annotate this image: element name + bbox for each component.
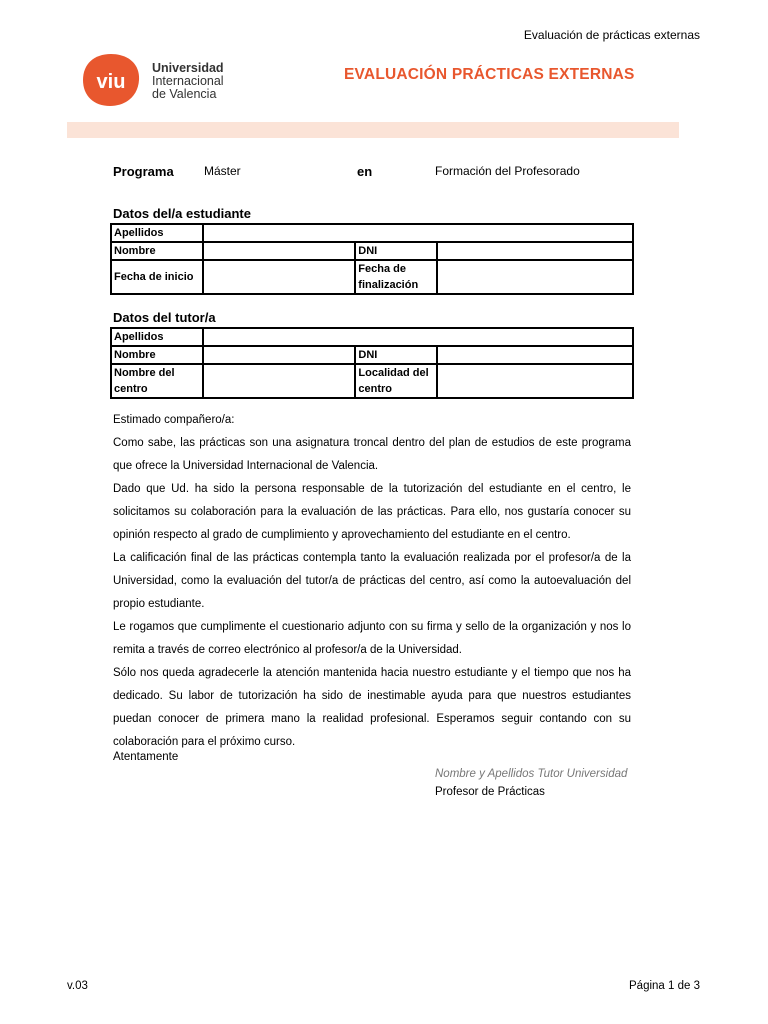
tutor-apellidos-field[interactable] (203, 328, 633, 346)
tutor-dni-field[interactable] (437, 346, 633, 364)
university-name-line2: Internacional (152, 74, 224, 88)
tutor-localidad-label: Localidad del centro (355, 364, 436, 398)
university-name (152, 62, 224, 101)
running-header: Evaluación de prácticas externas (523, 28, 700, 42)
student-apellidos-field[interactable] (203, 224, 633, 242)
student-nombre-label: Nombre (111, 242, 203, 260)
student-dni-field[interactable] (437, 242, 633, 260)
letter-paragraph-1: Como sabe, las prácticas son una asignatura troncal dentro del plan de estudios de este programa que ofrece la Universidad Internacional de Valencia. (113, 437, 631, 472)
letter-paragraph-2: Dado que Ud. ha sido la persona responsable de la tutorización del estudiante en el centro, le solicitamos su colaboración para la evaluación de las prácticas. Para ello, nos gustaría conocer su opinión respecto al grado de cumplimiento y aprovechamiento del estudiante en el centro. (113, 483, 631, 541)
letter-closing: Atentamente (113, 751, 179, 763)
accent-band (67, 122, 679, 138)
viu-logo-mark-icon (80, 52, 142, 108)
signer-name-placeholder: Nombre y Apellidos Tutor Universidad (435, 768, 628, 780)
letter-paragraph-3: La calificación final de las prácticas contempla tanto la evaluación realizada por el profesor/a de la Universidad, como la evaluación del tutor/a de prácticas del centro, así como la autoevaluación del propio estudiante. (113, 552, 631, 610)
tutor-localidad-field[interactable] (437, 364, 633, 398)
logo-mark-text: viu (96, 71, 126, 93)
letter-greeting: Estimado compañero/a: (113, 414, 235, 426)
letter-paragraph-5: Sólo nos queda agradecerle la atención mantenida hacia nuestro estudiante y el tiempo que nos ha dedicado. Su labor de tutorización ha sido de inestimable ayuda para que nuestros estudiantes puedan conocer de primera mano la realidad profesional. Esperamos seguir contando con su colaboración para el próximo curso. (113, 667, 631, 748)
tutor-nombre-field[interactable] (203, 346, 355, 364)
student-section-title: Datos del/a estudiante (113, 206, 251, 221)
program-label: Programa (113, 164, 174, 179)
student-data-table (110, 223, 634, 295)
university-name-line1: Universidad (152, 61, 224, 75)
student-nombre-field[interactable] (203, 242, 355, 260)
letter-body (113, 409, 631, 754)
student-fecha-inicio-label: Fecha de inicio (111, 260, 203, 294)
tutor-nombre-centro-label: Nombre del centro (111, 364, 203, 398)
student-apellidos-label: Apellidos (111, 224, 203, 242)
tutor-nombre-centro-field[interactable] (203, 364, 355, 398)
signer-role: Profesor de Prácticas (435, 786, 545, 798)
student-fecha-fin-label: Fecha de finalización (355, 260, 437, 294)
tutor-nombre-label: Nombre (111, 346, 203, 364)
footer-page-number: Página 1 de 3 (629, 980, 700, 992)
tutor-data-table (110, 327, 634, 399)
student-fecha-fin-field[interactable] (437, 260, 633, 294)
document-title: EVALUACIÓN PRÁCTICAS EXTERNAS (344, 66, 635, 83)
student-dni-label: DNI (355, 242, 437, 260)
tutor-dni-label: DNI (355, 346, 436, 364)
university-name-line3: de Valencia (152, 87, 217, 101)
program-specialty: Formación del Profesorado (435, 164, 580, 178)
footer-version: v.03 (67, 980, 88, 992)
student-fecha-inicio-field[interactable] (203, 260, 355, 294)
university-logo (80, 52, 240, 108)
tutor-apellidos-label: Apellidos (111, 328, 203, 346)
letter-paragraph-4: Le rogamos que cumplimente el cuestionario adjunto con su firma y sello de la organización y nos lo remita a través de correo electrónico al profesor/a de la Universidad. (113, 621, 631, 656)
tutor-section-title: Datos del tutor/a (113, 310, 216, 325)
program-value: Máster (204, 164, 241, 178)
program-en-label: en (357, 164, 373, 179)
